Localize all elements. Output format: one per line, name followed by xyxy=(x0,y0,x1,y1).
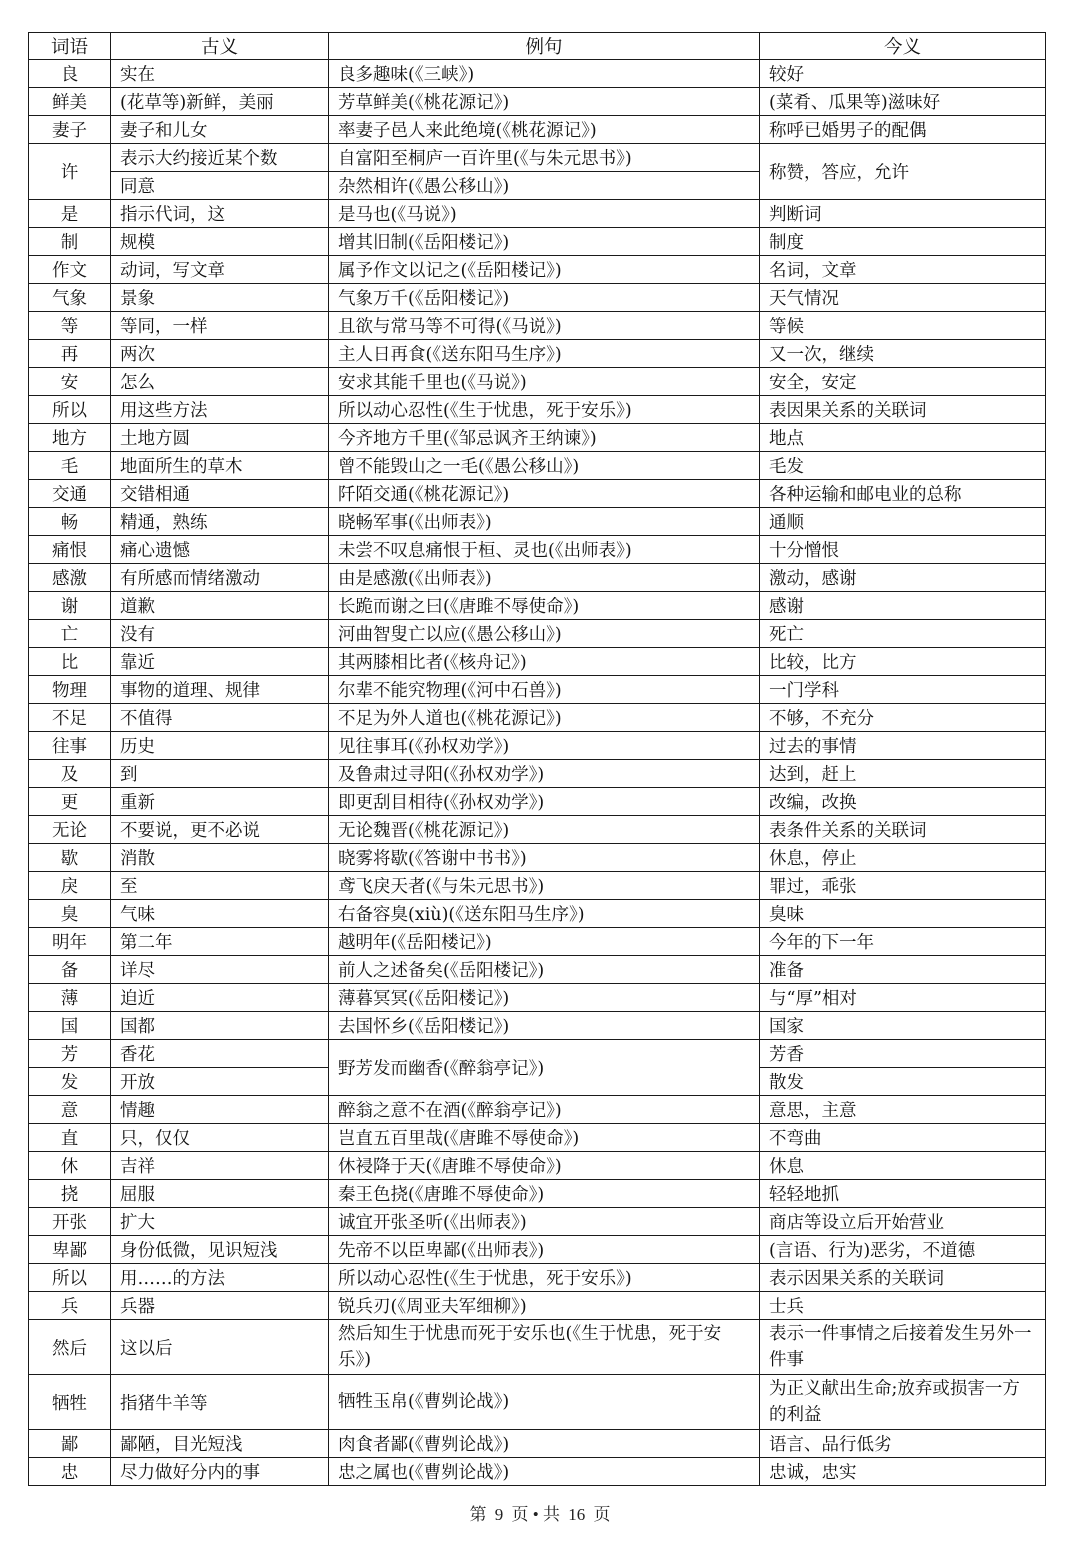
ancient-meaning-cell: 实在 xyxy=(111,60,329,88)
ancient-meaning-cell: 靠近 xyxy=(111,648,329,676)
example-sentence-cell: 醉翁之意不在酒(《醉翁亭记》) xyxy=(329,1096,760,1124)
vocabulary-sheet xyxy=(28,32,1045,1486)
example-sentence-cell: 安求其能千里也(《马说》) xyxy=(329,368,760,396)
table-row xyxy=(29,1180,1046,1208)
example-sentence-cell: 越明年(《岳阳楼记》) xyxy=(329,928,760,956)
word-cell: 所以 xyxy=(29,396,111,424)
modern-meaning-cell: 天气情况 xyxy=(760,284,1046,312)
ancient-meaning-cell: 同意 xyxy=(111,172,329,200)
example-sentence-cell: 且欲与常马等不可得(《马说》) xyxy=(329,312,760,340)
ancient-meaning-cell: 指示代词，这 xyxy=(111,200,329,228)
ancient-meaning-cell: 鄙陋，目光短浅 xyxy=(111,1430,329,1458)
example-sentence-cell: 主人日再食(《送东阳马生序》) xyxy=(329,340,760,368)
footer-mid: 页 • 共 xyxy=(511,1505,560,1524)
ancient-meaning-cell: 这以后 xyxy=(111,1320,329,1375)
modern-meaning-cell: 忠诚，忠实 xyxy=(760,1458,1046,1486)
modern-meaning-cell: 与“厚”相对 xyxy=(760,984,1046,1012)
example-sentence-cell: 阡陌交通(《桃花源记》) xyxy=(329,480,760,508)
example-sentence-cell: 不足为外人道也(《桃花源记》) xyxy=(329,704,760,732)
example-sentence-cell: 所以动心忍性(《生于忧患，死于安乐》) xyxy=(329,396,760,424)
word-cell: 毛 xyxy=(29,452,111,480)
ancient-meaning-cell: 动词，写文章 xyxy=(111,256,329,284)
table-row xyxy=(29,704,1046,732)
example-sentence-cell: 右备容臭(xiù)(《送东阳马生序》) xyxy=(329,900,760,928)
table-row xyxy=(29,928,1046,956)
modern-meaning-cell: 判断词 xyxy=(760,200,1046,228)
footer-page-number: 9 xyxy=(494,1505,504,1524)
table-row xyxy=(29,956,1046,984)
word-cell: 再 xyxy=(29,340,111,368)
word-cell: 兵 xyxy=(29,1292,111,1320)
example-sentence-cell: 所以动心忍性(《生于忧患，死于安乐》) xyxy=(329,1264,760,1292)
ancient-meaning-cell: 表示大约接近某个数 xyxy=(111,144,329,172)
example-sentence-cell: 锐兵刃(《周亚夫军细柳》) xyxy=(329,1292,760,1320)
modern-meaning-cell: 臭味 xyxy=(760,900,1046,928)
modern-meaning-cell: 感谢 xyxy=(760,592,1046,620)
example-sentence-cell: 先帝不以臣卑鄙(《出师表》) xyxy=(329,1236,760,1264)
modern-meaning-cell: 较好 xyxy=(760,60,1046,88)
modern-meaning-cell: 过去的事情 xyxy=(760,732,1046,760)
table-row xyxy=(29,1264,1046,1292)
modern-meaning-cell: 激动，感谢 xyxy=(760,564,1046,592)
example-sentence-cell: 河曲智叟亡以应(《愚公移山》) xyxy=(329,620,760,648)
modern-meaning-cell: 不弯曲 xyxy=(760,1124,1046,1152)
table-row xyxy=(29,676,1046,704)
word-cell: 更 xyxy=(29,788,111,816)
example-sentence-cell: 良多趣味(《三峡》) xyxy=(329,60,760,88)
ancient-meaning-cell: 等同，一样 xyxy=(111,312,329,340)
word-cell: 鄙 xyxy=(29,1430,111,1458)
modern-meaning-cell: 为正义献出生命;放弃或损害一方的利益 xyxy=(760,1375,1046,1430)
table-row xyxy=(29,900,1046,928)
modern-meaning-cell: 十分憎恨 xyxy=(760,536,1046,564)
modern-meaning-cell: 死亡 xyxy=(760,620,1046,648)
word-cell: 休 xyxy=(29,1152,111,1180)
table-row xyxy=(29,872,1046,900)
ancient-meaning-cell: 用这些方法 xyxy=(111,396,329,424)
table-row xyxy=(29,396,1046,424)
ancient-meaning-cell: 身份低微，见识短浅 xyxy=(111,1236,329,1264)
page-footer xyxy=(0,1500,1080,1525)
table-row xyxy=(29,984,1046,1012)
example-sentence-cell: 无论魏晋(《桃花源记》) xyxy=(329,816,760,844)
table-row xyxy=(29,452,1046,480)
word-cell: 鲜美 xyxy=(29,88,111,116)
word-cell: 谢 xyxy=(29,592,111,620)
ancient-meaning-cell: 到 xyxy=(111,760,329,788)
table-row xyxy=(29,256,1046,284)
word-cell: 及 xyxy=(29,760,111,788)
table-row xyxy=(29,116,1046,144)
example-sentence-cell: 薄暮冥冥(《岳阳楼记》) xyxy=(329,984,760,1012)
example-sentence-cell: 肉食者鄙(《曹刿论战》) xyxy=(329,1430,760,1458)
example-sentence-cell: 秦王色挠(《唐雎不辱使命》) xyxy=(329,1180,760,1208)
modern-meaning-cell: 不够，不充分 xyxy=(760,704,1046,732)
word-cell: 亡 xyxy=(29,620,111,648)
word-cell: 是 xyxy=(29,200,111,228)
example-sentence-cell: 是马也(《马说》) xyxy=(329,200,760,228)
table-row xyxy=(29,1375,1046,1430)
example-sentence-cell: 休祲降于天(《唐雎不辱使命》) xyxy=(329,1152,760,1180)
table-row xyxy=(29,1096,1046,1124)
example-sentence-cell: 增其旧制(《岳阳楼记》) xyxy=(329,228,760,256)
example-sentence-cell: 晓雾将歇(《答谢中书书》) xyxy=(329,844,760,872)
word-cell: 国 xyxy=(29,1012,111,1040)
table-row xyxy=(29,816,1046,844)
modern-meaning-cell: 表条件关系的关联词 xyxy=(760,816,1046,844)
word-cell: 妻子 xyxy=(29,116,111,144)
header-modern-meaning: 今义 xyxy=(760,33,1046,60)
ancient-meaning-cell: 重新 xyxy=(111,788,329,816)
table-row xyxy=(29,788,1046,816)
modern-meaning-cell: 今年的下一年 xyxy=(760,928,1046,956)
word-cell: 意 xyxy=(29,1096,111,1124)
table-row xyxy=(29,200,1046,228)
example-sentence-cell: 晓畅军事(《出师表》) xyxy=(329,508,760,536)
table-body xyxy=(29,60,1046,1486)
table-row xyxy=(29,1208,1046,1236)
modern-meaning-cell: 语言、品行低劣 xyxy=(760,1430,1046,1458)
table-row xyxy=(29,1292,1046,1320)
table-row xyxy=(29,1040,1046,1068)
table-row xyxy=(29,88,1046,116)
ancient-meaning-cell: 两次 xyxy=(111,340,329,368)
table-row xyxy=(29,844,1046,872)
modern-meaning-cell: 准备 xyxy=(760,956,1046,984)
modern-meaning-cell: 毛发 xyxy=(760,452,1046,480)
ancient-meaning-cell: 痛心遗憾 xyxy=(111,536,329,564)
modern-meaning-cell: 商店等设立后开始营业 xyxy=(760,1208,1046,1236)
example-sentence-cell: 芳草鲜美(《桃花源记》) xyxy=(329,88,760,116)
ancient-meaning-cell: 消散 xyxy=(111,844,329,872)
example-sentence-cell: 气象万千(《岳阳楼记》) xyxy=(329,284,760,312)
ancient-meaning-cell: 事物的道理、规律 xyxy=(111,676,329,704)
modern-meaning-cell: 休息 xyxy=(760,1152,1046,1180)
example-sentence-cell: 未尝不叹息痛恨于桓、灵也(《出师表》) xyxy=(329,536,760,564)
modern-meaning-cell: 名词，文章 xyxy=(760,256,1046,284)
modern-meaning-cell: 一门学科 xyxy=(760,676,1046,704)
ancient-meaning-cell: 用……的方法 xyxy=(111,1264,329,1292)
word-cell: 地方 xyxy=(29,424,111,452)
table-header-row xyxy=(29,33,1046,60)
modern-meaning-cell: 意思，主意 xyxy=(760,1096,1046,1124)
table-row xyxy=(29,1152,1046,1180)
ancient-meaning-cell: 尽力做好分内的事 xyxy=(111,1458,329,1486)
example-sentence-cell: 然后知生于忧患而死于安乐也(《生于忧患，死于安乐》) xyxy=(329,1320,760,1375)
word-meaning-table xyxy=(28,32,1046,1486)
table-row xyxy=(29,620,1046,648)
example-sentence-cell: 岂直五百里哉(《唐雎不辱使命》) xyxy=(329,1124,760,1152)
modern-meaning-cell: 地点 xyxy=(760,424,1046,452)
word-cell: 备 xyxy=(29,956,111,984)
table-row xyxy=(29,368,1046,396)
modern-meaning-cell: 安全，安定 xyxy=(760,368,1046,396)
modern-meaning-cell: 散发 xyxy=(760,1068,1046,1096)
example-sentence-cell: 长跪而谢之曰(《唐雎不辱使命》) xyxy=(329,592,760,620)
modern-meaning-cell: 改编，改换 xyxy=(760,788,1046,816)
word-cell: 等 xyxy=(29,312,111,340)
table-row xyxy=(29,1236,1046,1264)
modern-meaning-cell: 制度 xyxy=(760,228,1046,256)
table-row xyxy=(29,144,1046,172)
modern-meaning-cell: 轻轻地抓 xyxy=(760,1180,1046,1208)
word-cell: 作文 xyxy=(29,256,111,284)
table-row xyxy=(29,480,1046,508)
word-cell: 比 xyxy=(29,648,111,676)
ancient-meaning-cell: 第二年 xyxy=(111,928,329,956)
word-cell: 无论 xyxy=(29,816,111,844)
table-row xyxy=(29,1124,1046,1152)
example-sentence-cell: 牺牲玉帛(《曹刿论战》) xyxy=(329,1375,760,1430)
ancient-meaning-cell: 土地方圆 xyxy=(111,424,329,452)
table-row xyxy=(29,284,1046,312)
example-sentence-cell: 前人之述备矣(《岳阳楼记》) xyxy=(329,956,760,984)
ancient-meaning-cell: 兵器 xyxy=(111,1292,329,1320)
modern-meaning-cell: 等候 xyxy=(760,312,1046,340)
footer-suffix: 页 xyxy=(593,1505,611,1524)
word-cell: 所以 xyxy=(29,1264,111,1292)
example-sentence-cell: 忠之属也(《曹刿论战》) xyxy=(329,1458,760,1486)
ancient-meaning-cell: 气味 xyxy=(111,900,329,928)
word-cell: 卑鄙 xyxy=(29,1236,111,1264)
table-row xyxy=(29,1320,1046,1375)
ancient-meaning-cell: 扩大 xyxy=(111,1208,329,1236)
word-cell: 往事 xyxy=(29,732,111,760)
table-row xyxy=(29,1430,1046,1458)
word-cell: 歇 xyxy=(29,844,111,872)
word-cell: 然后 xyxy=(29,1320,111,1375)
example-sentence-cell: 去国怀乡(《岳阳楼记》) xyxy=(329,1012,760,1040)
ancient-meaning-cell: 情趣 xyxy=(111,1096,329,1124)
modern-meaning-cell: 休息，停止 xyxy=(760,844,1046,872)
word-cell: 开张 xyxy=(29,1208,111,1236)
modern-meaning-cell: 芳香 xyxy=(760,1040,1046,1068)
modern-meaning-cell: (菜肴、瓜果等)滋味好 xyxy=(760,88,1046,116)
example-sentence-cell: 见往事耳(《孙权劝学》) xyxy=(329,732,760,760)
ancient-meaning-cell: 不值得 xyxy=(111,704,329,732)
ancient-meaning-cell: 妻子和儿女 xyxy=(111,116,329,144)
header-example-sentence: 例句 xyxy=(329,33,760,60)
table-row xyxy=(29,340,1046,368)
table-row xyxy=(29,1458,1046,1486)
ancient-meaning-cell: 香花 xyxy=(111,1040,329,1068)
word-cell: 畅 xyxy=(29,508,111,536)
word-cell: 发 xyxy=(29,1068,111,1096)
modern-meaning-cell: 表示一件事情之后接着发生另外一件事 xyxy=(760,1320,1046,1375)
word-cell: 物理 xyxy=(29,676,111,704)
word-cell: 痛恨 xyxy=(29,536,111,564)
ancient-meaning-cell: 至 xyxy=(111,872,329,900)
ancient-meaning-cell: 吉祥 xyxy=(111,1152,329,1180)
modern-meaning-cell: 称赞，答应，允许 xyxy=(760,144,1046,200)
modern-meaning-cell: 比较，比方 xyxy=(760,648,1046,676)
ancient-meaning-cell: 屈服 xyxy=(111,1180,329,1208)
modern-meaning-cell: 表示因果关系的关联词 xyxy=(760,1264,1046,1292)
table-row xyxy=(29,648,1046,676)
example-sentence-cell: 曾不能毁山之一毛(《愚公移山》) xyxy=(329,452,760,480)
ancient-meaning-cell: 指猪牛羊等 xyxy=(111,1375,329,1430)
word-cell: 戾 xyxy=(29,872,111,900)
example-sentence-cell: 今齐地方千里(《邹忌讽齐王纳谏》) xyxy=(329,424,760,452)
ancient-meaning-cell: 怎么 xyxy=(111,368,329,396)
modern-meaning-cell: 又一次，继续 xyxy=(760,340,1046,368)
word-cell: 挠 xyxy=(29,1180,111,1208)
example-sentence-cell: 其两膝相比者(《核舟记》) xyxy=(329,648,760,676)
example-sentence-cell: 鸢飞戾天者(《与朱元思书》) xyxy=(329,872,760,900)
modern-meaning-cell: 士兵 xyxy=(760,1292,1046,1320)
example-sentence-cell: 自富阳至桐庐一百许里(《与朱元思书》) xyxy=(329,144,760,172)
ancient-meaning-cell: 不要说，更不必说 xyxy=(111,816,329,844)
ancient-meaning-cell: 历史 xyxy=(111,732,329,760)
table-row xyxy=(29,508,1046,536)
modern-meaning-cell: 通顺 xyxy=(760,508,1046,536)
ancient-meaning-cell: 没有 xyxy=(111,620,329,648)
modern-meaning-cell: 达到，赶上 xyxy=(760,760,1046,788)
footer-total-pages: 16 xyxy=(568,1505,586,1524)
footer-prefix: 第 xyxy=(469,1505,487,1524)
word-cell: 臭 xyxy=(29,900,111,928)
example-sentence-cell: 诚宜开张圣听(《出师表》) xyxy=(329,1208,760,1236)
word-cell: 交通 xyxy=(29,480,111,508)
table-row xyxy=(29,228,1046,256)
table-row xyxy=(29,564,1046,592)
word-cell: 良 xyxy=(29,60,111,88)
ancient-meaning-cell: 只，仅仅 xyxy=(111,1124,329,1152)
table-row xyxy=(29,424,1046,452)
example-sentence-cell: 尔辈不能究物理(《河中石兽》) xyxy=(329,676,760,704)
header-ancient-meaning: 古义 xyxy=(111,33,329,60)
ancient-meaning-cell: 详尽 xyxy=(111,956,329,984)
ancient-meaning-cell: 迫近 xyxy=(111,984,329,1012)
word-cell: 忠 xyxy=(29,1458,111,1486)
ancient-meaning-cell: (花草等)新鲜，美丽 xyxy=(111,88,329,116)
word-cell: 芳 xyxy=(29,1040,111,1068)
example-sentence-cell: 野芳发而幽香(《醉翁亭记》) xyxy=(329,1040,760,1096)
word-cell: 直 xyxy=(29,1124,111,1152)
word-cell: 许 xyxy=(29,144,111,200)
modern-meaning-cell: 国家 xyxy=(760,1012,1046,1040)
example-sentence-cell: 率妻子邑人来此绝境(《桃花源记》) xyxy=(329,116,760,144)
word-cell: 不足 xyxy=(29,704,111,732)
word-cell: 制 xyxy=(29,228,111,256)
word-cell: 安 xyxy=(29,368,111,396)
word-cell: 明年 xyxy=(29,928,111,956)
table-row xyxy=(29,312,1046,340)
ancient-meaning-cell: 有所感而情绪激动 xyxy=(111,564,329,592)
header-word: 词语 xyxy=(29,33,111,60)
table-row xyxy=(29,732,1046,760)
modern-meaning-cell: 各种运输和邮电业的总称 xyxy=(760,480,1046,508)
example-sentence-cell: 杂然相许(《愚公移山》) xyxy=(329,172,760,200)
table-row xyxy=(29,536,1046,564)
modern-meaning-cell: 罪过，乖张 xyxy=(760,872,1046,900)
ancient-meaning-cell: 规模 xyxy=(111,228,329,256)
ancient-meaning-cell: 道歉 xyxy=(111,592,329,620)
example-sentence-cell: 属予作文以记之(《岳阳楼记》) xyxy=(329,256,760,284)
example-sentence-cell: 即更刮目相待(《孙权劝学》) xyxy=(329,788,760,816)
table-row xyxy=(29,592,1046,620)
ancient-meaning-cell: 地面所生的草木 xyxy=(111,452,329,480)
word-cell: 感激 xyxy=(29,564,111,592)
ancient-meaning-cell: 交错相通 xyxy=(111,480,329,508)
ancient-meaning-cell: 景象 xyxy=(111,284,329,312)
table-row xyxy=(29,1012,1046,1040)
table-row xyxy=(29,60,1046,88)
ancient-meaning-cell: 国都 xyxy=(111,1012,329,1040)
modern-meaning-cell: (言语、行为)恶劣，不道德 xyxy=(760,1236,1046,1264)
word-cell: 气象 xyxy=(29,284,111,312)
word-cell: 牺牲 xyxy=(29,1375,111,1430)
example-sentence-cell: 由是感激(《出师表》) xyxy=(329,564,760,592)
ancient-meaning-cell: 精通，熟练 xyxy=(111,508,329,536)
table-row xyxy=(29,760,1046,788)
example-sentence-cell: 及鲁肃过寻阳(《孙权劝学》) xyxy=(329,760,760,788)
ancient-meaning-cell: 开放 xyxy=(111,1068,329,1096)
modern-meaning-cell: 称呼已婚男子的配偶 xyxy=(760,116,1046,144)
modern-meaning-cell: 表因果关系的关联词 xyxy=(760,396,1046,424)
word-cell: 薄 xyxy=(29,984,111,1012)
